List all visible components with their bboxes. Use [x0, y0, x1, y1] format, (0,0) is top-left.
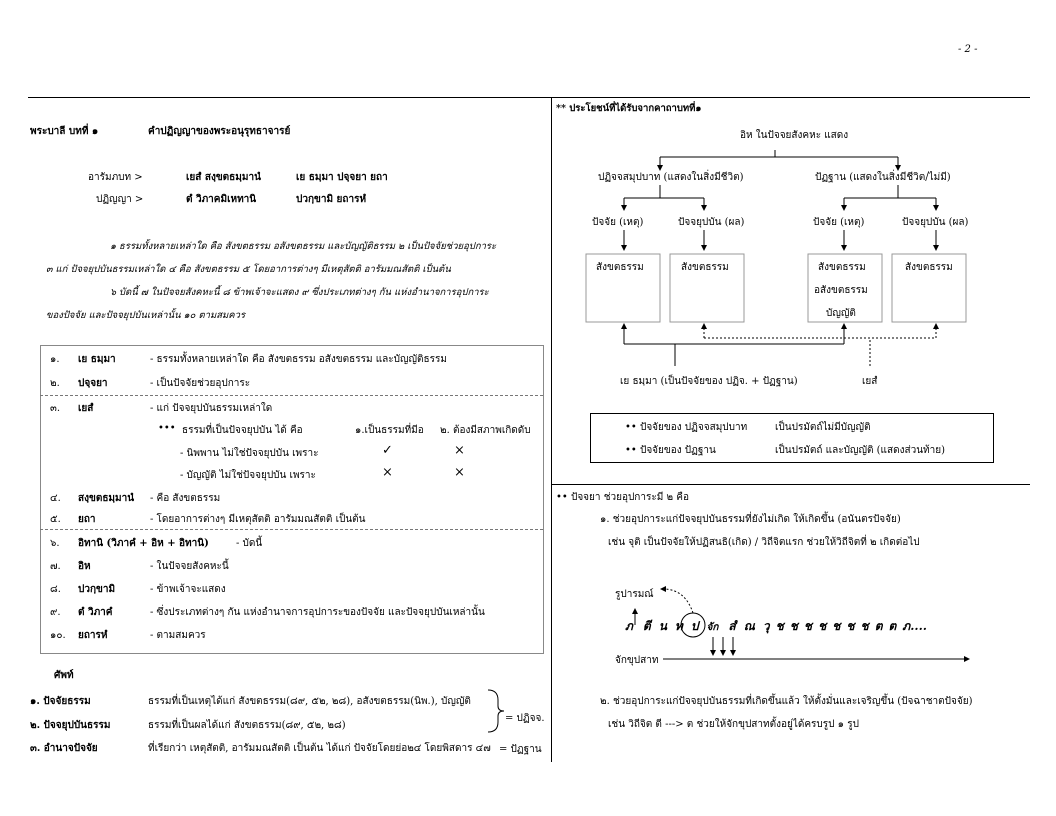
- seq-item: ช: [860, 619, 869, 633]
- row-9-term: ตํ วิภาคํ: [78, 607, 113, 618]
- paticca-effect: ปัจจยุปบัน (ผล): [678, 217, 745, 228]
- tree-top-node: อิห ในปัจจยสังคหะ แสดง: [740, 130, 849, 141]
- sub-col-1: ๑.เป็นธรรมที่มีอ: [355, 425, 424, 436]
- translation-line-4: ของปัจจัย และปัจจยุปบันเหล่านั้น ๑๐ ตามสมควร: [46, 310, 246, 321]
- note-1-head: •• ปัจจัยของ ปฏิจจสมุปบาท: [625, 422, 748, 433]
- row-1-term: เย ธมฺมา: [78, 354, 116, 365]
- row-9-desc: - ซึ่งประเภทต่างๆ กัน แห่งอำนาจการอุปการะของปัจจัย และปัจจยุปบันเหล่านั้น: [150, 607, 485, 618]
- seq-item: ท: [674, 619, 683, 633]
- vocab-1-desc: ธรรมที่เป็นเหตุได้แก่ สังขตธรรม(๘๙, ๕๒, ๒๘), อสังขตธรรม(นิพ.), บัญญัติ: [148, 696, 471, 707]
- table-divider-2: [40, 529, 543, 530]
- box-4-text: สังขตธรรม: [905, 262, 953, 273]
- benefit-title: ** ประโยชน์ที่ได้รับจากคาถาบทที่๑: [556, 103, 702, 114]
- row-5-term: ยถา: [78, 514, 96, 525]
- support-2: ๒. ช่วยอุปการะแก่ปัจจยุปบันธรรมที่เกิดขึ้นแล้ว ให้ตั้งมั่นและเจริญขึ้น (ปัจฉาชาตปัจจัย): [600, 696, 973, 707]
- paticca-cause: ปัจจัย (เหตุ): [592, 217, 644, 228]
- vocab-title: ศัพท์: [54, 670, 74, 681]
- row-4-no: ๔.: [50, 493, 61, 504]
- support-1-example: เช่น จุติ เป็นปัจจัยให้ปฏิสนธิ(เกิด) / วิถีจิตแรก ช่วยให้วิถีจิตที่ ๒ เกิดต่อไป: [608, 537, 920, 548]
- arambhana-label: อารัมภบท >: [88, 172, 143, 183]
- lesson-label: พระบาลี บทที่ ๑: [30, 126, 99, 137]
- vocab-1-term: ๑. ปัจจัยธรรม: [30, 696, 91, 707]
- check-icon: ✓: [382, 443, 393, 458]
- eye-base-label: จักขุปสาท: [615, 655, 659, 666]
- seq-item: ภ....: [902, 619, 927, 633]
- seq-item: น: [658, 619, 667, 633]
- box-3-text-c: บัญญัติ: [826, 308, 856, 319]
- row-8-desc: - ข้าพเจ้าจะแสดง: [150, 584, 226, 595]
- sub-col-2: ๒. ต้องมีสภาพเกิดดับ: [440, 425, 531, 436]
- seq-item: ช: [789, 619, 798, 633]
- box-3-text-b: อสังขตธรรม: [814, 285, 868, 296]
- row-1-no: ๑.: [50, 354, 60, 365]
- table-divider-1: [40, 395, 543, 396]
- tree-bottom-left: เย ธมฺมา (เป็นปัจจัยของ ปฏิจ. + ปัฏฐาน): [620, 376, 798, 387]
- seq-item: ภ: [625, 619, 633, 633]
- cross-icon: ×: [382, 465, 393, 480]
- seq-item: ตี: [642, 619, 651, 633]
- vocab-3-term: ๓. อำนาจปัจจัย: [30, 743, 98, 754]
- patinna-text-2: ปวกฺขามิ ยถารหํ: [296, 194, 367, 205]
- row-10-desc: - ตามสมควร: [150, 630, 206, 641]
- branch-patthana: ปัฏฐาน (แสดงในสิ่งมีชีวิต/ไม่มี): [815, 172, 951, 183]
- vocab-3-desc: ที่เรียกว่า เหตุสัตติ, อารัมมณสัตติ เป็นต้น ได้แก่ ปัจจัยโดยย่อ๒๔ โดยพิสดาร ๔๗: [148, 743, 491, 754]
- branch-paticca: ปฏิจจสมุปบาท (แสดงในสิ่งมีชีวิต): [598, 172, 744, 183]
- row-10-no: ๑๐.: [50, 630, 66, 641]
- seq-item: ต: [888, 619, 897, 633]
- row-9-no: ๙.: [50, 607, 61, 618]
- row-3-desc: - แก่ ปัจจยุปบันธรรมเหล่าใด: [150, 403, 273, 414]
- row-7-term: อิห: [78, 561, 91, 572]
- right-mid-rule: [551, 484, 1030, 485]
- row-6-no: ๖.: [50, 538, 60, 549]
- row-2-no: ๒.: [50, 378, 60, 389]
- box-3-text-a: สังขตธรรม: [818, 262, 866, 273]
- note-1-value: เป็นปรมัตถ์ไม่มีบัญญัติ: [775, 422, 871, 433]
- seq-item: ป: [690, 619, 699, 633]
- page-number: - 2 -: [958, 44, 978, 55]
- row-2-desc: - เป็นปัจจัยช่วยอุปการะ: [150, 378, 251, 389]
- seq-item: ช: [818, 619, 827, 633]
- brace-label: = ปฏิจจ.: [505, 713, 545, 724]
- sub-prefix: •••: [158, 423, 176, 434]
- translation-line-3: ๖ บัดนี้ ๗ ในปัจจยสังคหะนี้ ๘ ข้าพเจ้าจะแสดง ๙ ซึ่งประเภทต่างๆ กัน แห่งอำนาจการอุปการะ: [110, 287, 489, 298]
- box-1-text: สังขตธรรม: [596, 262, 644, 273]
- seq-item: วุ: [762, 619, 770, 633]
- seq-item: ช: [775, 619, 784, 633]
- row-5-no: ๕.: [50, 514, 61, 525]
- patinna-text: ตํ วิภาคมิเหทานิ: [186, 194, 257, 205]
- seq-item: ณ: [743, 619, 755, 633]
- box-2-text: สังขตธรรม: [681, 262, 729, 273]
- patthana-label: = ปัฏฐาน: [499, 744, 542, 755]
- seq-item-highlight: จัก: [706, 622, 719, 633]
- row-1-desc: - ธรรมทั้งหลายเหล่าใด คือ สังขตธรรม อสังขตธรรม และบัญญัติธรรม: [150, 354, 447, 365]
- patthana-effect: ปัจจยุปบัน (ผล): [902, 217, 969, 228]
- row-10-term: ยถารหํ: [78, 630, 108, 641]
- row-4-desc: - คือ สังขตธรรม: [150, 493, 221, 504]
- row-8-term: ปวกฺขามิ: [78, 584, 116, 595]
- seq-item: ช: [803, 619, 813, 633]
- seq-item: ช: [846, 619, 855, 633]
- row-6-desc: - บัดนี้: [236, 538, 263, 549]
- row-8-no: ๘.: [50, 584, 61, 595]
- row-2-term: ปจฺจยา: [78, 378, 108, 389]
- support-1: ๑. ช่วยอุปการะแก่ปัจจยุปบันธรรมที่ยังไม่เกิด ให้เกิดขึ้น (อนันตรปัจจัย): [600, 514, 901, 525]
- row-7-desc: - ในปัจจยสังคหะนี้: [150, 561, 229, 572]
- note-2-head: •• ปัจจัยของ ปัฏฐาน: [625, 445, 716, 456]
- top-rule: [28, 97, 1030, 98]
- arambhana-text: เยสํ สงฺขตธมฺมานํ: [186, 172, 261, 183]
- note-2-value: เป็นปรมัตถ์ และบัญญัติ (แสดงส่วนท้าย): [775, 445, 945, 456]
- patthana-cause: ปัจจัย (เหตุ): [813, 217, 865, 228]
- arambhana-text-2: เย ธมฺมา ปจฺจยา ยถา: [296, 172, 388, 183]
- support-2-example: เช่น วิถีจิต ตี ---> ต ช่วยให้จักขุปสาทตั้งอยู่ได้ครบรูป ๑ รูป: [608, 719, 859, 730]
- seq-item: ต: [874, 619, 883, 633]
- tree-bottom-right: เยสํ: [862, 376, 878, 387]
- patinna-label: ปฏิญญา >: [96, 194, 144, 205]
- row-3-no: ๓.: [50, 403, 61, 414]
- row-4-term: สงฺขตธมฺมานํ: [78, 493, 135, 504]
- row-6-term: อิทานิ (วิภาคํ + อิห + อิทานิ): [78, 538, 209, 549]
- tree-diagram: [552, 110, 1030, 400]
- lesson-title: คำปฏิญญาของพระอนุรุทธาจารย์: [148, 126, 291, 137]
- vithi-sequence: [625, 617, 927, 636]
- rupa-label: รูปารมณ์: [615, 589, 654, 600]
- translation-line-2: ๓ แก่ ปัจจยุปบันธรรมเหล่าใด ๔ คือ สังขตธรรม ๕ โดยอาการต่างๆ มีเหตุสัตติ อารัมมณสัตติ เป็นต้น: [46, 264, 451, 275]
- row-5-desc: - โดยอาการต่างๆ มีเหตุสัตติ อารัมมณสัตติ เป็นต้น: [150, 514, 366, 525]
- support-title: •• ปัจจยา ช่วยอุปการะมี ๒ คือ: [556, 492, 689, 503]
- sub-pannatti: - บัญญัติ ไม่ใช่ปัจจยุปบัน เพราะ: [180, 470, 316, 481]
- row-3-term: เยสํ: [78, 403, 94, 414]
- cross-icon: ×: [454, 443, 465, 458]
- row-7-no: ๗.: [50, 561, 61, 572]
- translation-line-1: ๑ ธรรมทั้งหลายเหล่าใด คือ สังขตธรรม อสังขตธรรม และบัญญัติธรรม ๒ เป็นปัจจัยช่วยอุปการะ: [110, 241, 497, 252]
- sub-nibbana: - นิพพาน ไม่ใช่ปัจจยุปบัน เพราะ: [180, 448, 319, 459]
- seq-item: ช: [832, 619, 841, 633]
- cross-icon: ×: [454, 465, 465, 480]
- vocab-2-desc: ธรรมที่เป็นผลได้แก่ สังขตธรรม(๘๙, ๕๒, ๒๘): [148, 720, 346, 731]
- vocab-2-term: ๒. ปัจจยุปบันธรรม: [30, 720, 111, 731]
- seq-item: สํ: [728, 619, 736, 633]
- sub-head: ธรรมที่เป็นปัจจยุปบัน ได้ คือ: [182, 425, 303, 436]
